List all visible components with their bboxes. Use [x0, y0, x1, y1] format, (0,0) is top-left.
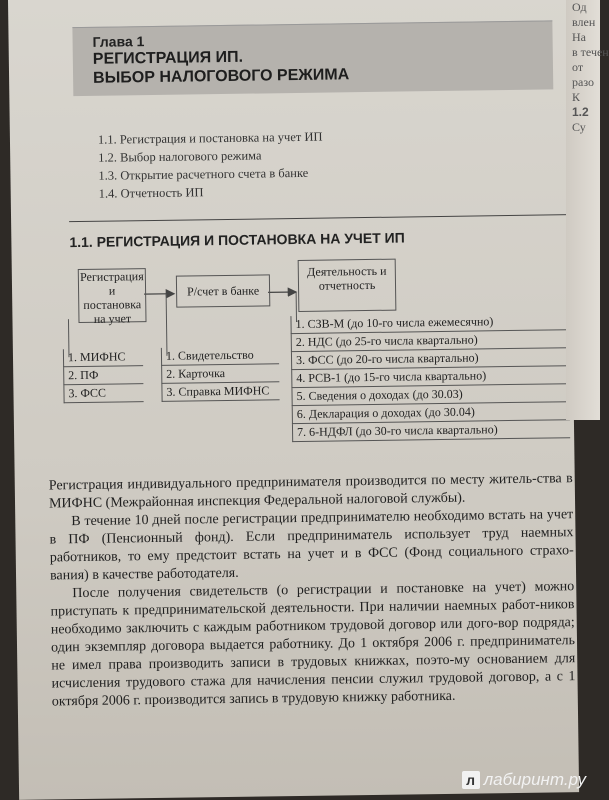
chapter-title-line2: ВЫБОР НАЛОГОВОГО РЕЖИМА [92, 66, 350, 87]
fragment: влен [572, 15, 596, 29]
list-item: 3. ФСС (до 20-го числа квартально) [291, 348, 569, 370]
list-item: 1. СЗВ-М (до 10-го числа ежемесячно) [290, 312, 568, 334]
list-reporting [290, 312, 570, 442]
registration-diagram [56, 250, 579, 477]
list-item: 3. ФСС [63, 384, 143, 403]
chapter-label: Глава 1 [92, 33, 145, 50]
list-bank [161, 346, 280, 402]
section-title: 1.1. РЕГИСТРАЦИЯ И ПОСТАНОВКА НА УЧЕТ ИП [69, 229, 405, 251]
chapter-title-line1: РЕГИСТРАЦИЯ ИП. [92, 48, 244, 68]
list-item: 2. Карточка [161, 364, 279, 384]
list-item: 2. ПФ [63, 366, 143, 385]
list-item: 7. 6-НДФЛ (до 30-го числа квартально) [292, 420, 570, 442]
list-registration [63, 348, 144, 403]
list-item: 5. Сведения о доходах (до 30.03) [291, 384, 569, 406]
table-of-contents [98, 125, 519, 203]
list-item: 2. НДС (до 25-го числа квартально) [291, 330, 569, 352]
book-page [8, 0, 579, 800]
box-registration: Регистрация и постановка на учет [78, 268, 147, 323]
watermark-text: лабиринт.ру [483, 770, 586, 789]
box-activity-reporting: Деятельность и отчетность [298, 259, 397, 312]
toc-item: 1.1. Регистрация и постановка на учет ИП [97, 129, 323, 147]
fragment: в течен [572, 45, 609, 59]
connector-2 [166, 294, 167, 356]
fragment: На [572, 30, 586, 44]
list-item: 4. РСВ-1 (до 15-го числа квартально) [291, 366, 569, 388]
chapter-header [72, 20, 553, 96]
chapter-title [93, 46, 350, 88]
fragment: Од [572, 0, 587, 14]
list-item: 1. Свидетельство [161, 346, 279, 366]
body-text [49, 470, 576, 711]
fragment: Су [572, 120, 586, 134]
box-bank-account: Р/счет в банке [176, 274, 270, 307]
fragment: от [572, 60, 584, 74]
fragment: разо [572, 75, 594, 89]
fragment: К [572, 90, 581, 104]
watermark [462, 770, 586, 790]
paragraph: Регистрация индивидуального предпринимателя производится по месту житель-ства в МИФНС (Межрайонная инспекция Федеральной налоговой службы). [48, 471, 573, 512]
labirint-logo-icon: л [462, 771, 480, 789]
toc-item: 1.3. Открытие расчетного счета в банке [98, 165, 309, 183]
fragment: 1.2 [572, 105, 589, 119]
list-item: 3. Справка МИФНС [161, 382, 279, 402]
adjacent-page-edge [566, 0, 609, 420]
toc-item: 1.4. Отчетность ИП [98, 185, 204, 201]
paragraph: В течение 10 дней после регистрации предпринимателю необходимо встать на учет в ПФ (Пенсионный фонд). Если предприниматель использует труд наемных работников, то ему предстоит встать на учет и в ФСС (Фонд социального страхо-вания) в качестве работодателя. [49, 507, 574, 584]
list-item: 6. Декларация о доходах (до 30.04) [292, 402, 570, 424]
toc-item: 1.2. Выбор налогового режима [98, 148, 262, 165]
paragraph: После получения свидетельств (о регистрации и постановке на учет) можно приступать к предпринимательской деятельности. При наличии наемных работ-ников необходимо заключить с каждым работником трудовой договор или дого-вор подряда; один экземпляр договора выдается работнику. До 1 октября 2006 г. предприниматель не имел права производить записи в трудовых книжках, поэто-му основанием для исчисления трудового стажа для начисления пенсии служил трудовой договор, а с 1 октября 2006 г. производится запись в трудовую книжку работника. [50, 579, 576, 710]
list-item: 1. МИФНС [63, 348, 143, 367]
section-heading [69, 214, 569, 252]
